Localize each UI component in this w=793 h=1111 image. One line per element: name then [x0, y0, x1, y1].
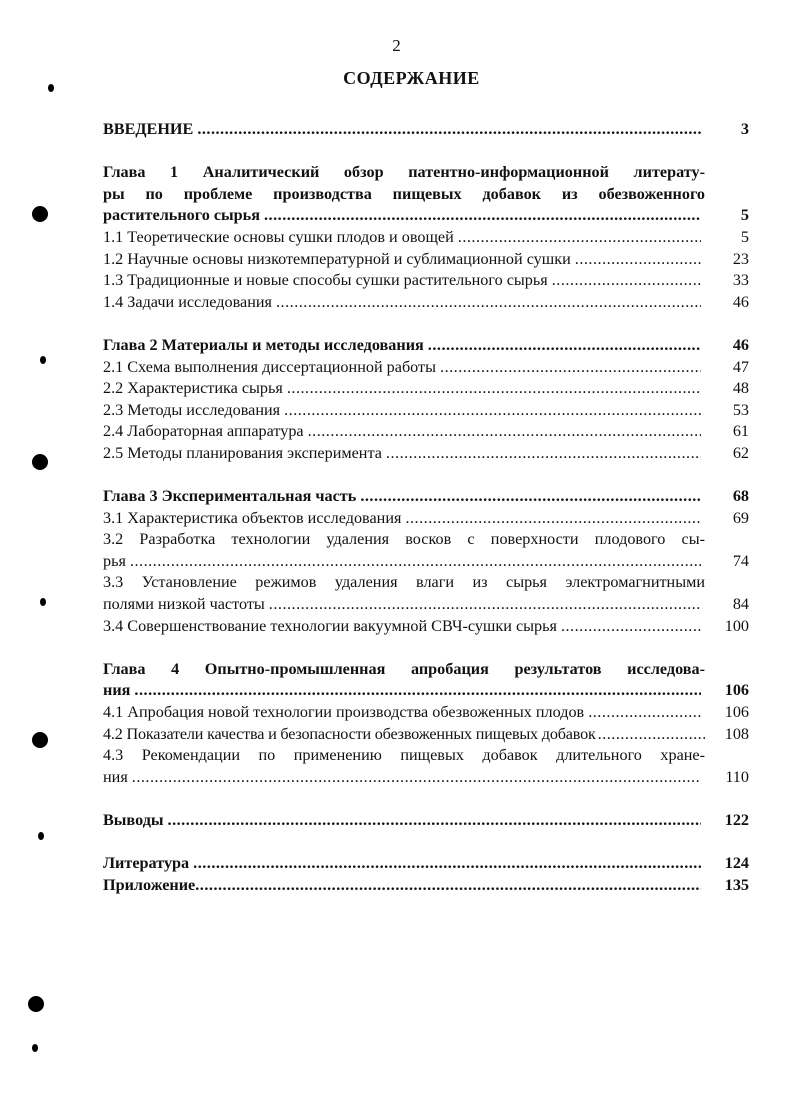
- toc-entry: [103, 421, 749, 443]
- toc-entry-page: 33: [732, 271, 749, 290]
- page-title: СОДЕРЖАНИЕ: [343, 68, 480, 88]
- punch-hole: [32, 732, 48, 748]
- toc-entry: [103, 594, 749, 616]
- toc-entry-appendix: [103, 875, 749, 897]
- toc-entry: [103, 508, 749, 530]
- toc-chapter-1: [103, 162, 749, 313]
- toc-entry-label: 4.2 Показатели качества и безопасности обезвоженных пищевых добавок: [103, 724, 596, 743]
- toc-entry-page: 62: [732, 443, 749, 462]
- toc-entry-label: 1.2 Научные основы низкотемпературной и сублимационной сушки: [103, 249, 571, 268]
- toc-entry-page: 108: [724, 724, 749, 743]
- toc-entry-page: 5: [740, 227, 749, 246]
- toc-entry-conclusions: [103, 810, 749, 832]
- toc-entry-chapter-1: [103, 205, 749, 227]
- toc-entry-page: 122: [724, 811, 749, 829]
- toc-entry-page: 3: [740, 120, 749, 138]
- toc-entry-line: 3.2 Разработка технологии удаления восков с поверхности плодового сы-: [103, 530, 705, 549]
- punch-hole: [32, 454, 48, 470]
- toc-entry-page: 23: [732, 249, 749, 268]
- toc-entry: [103, 400, 749, 422]
- punch-mark: [40, 598, 46, 606]
- toc-entry-label: 3.4 Совершенствование технологии вакуумной СВЧ-сушки сырья: [103, 616, 557, 635]
- toc-entry-label: 2.3 Методы исследования: [103, 400, 281, 419]
- toc-entry-label: 2.1 Схема выполнения диссертационной работы: [103, 357, 437, 376]
- toc-conclusions-block: [103, 810, 749, 832]
- toc-entry-page: 100: [724, 616, 749, 635]
- toc-entry-page: 84: [732, 595, 749, 614]
- toc-entry-label: 1.1 Теоретические основы сушки плодов и овощей: [103, 227, 454, 246]
- toc-entry-page: 61: [732, 422, 749, 441]
- punch-hole: [32, 206, 48, 222]
- toc-entry-label: 2.4 Лабораторная аппаратура: [103, 422, 304, 441]
- toc-entry-chapter-4: [103, 680, 749, 702]
- chapter-heading-line: Глава 4 Опытно-промышленная апробация результатов исследова-: [103, 659, 705, 678]
- toc-entry-page: 46: [732, 335, 749, 354]
- toc-entry-label: 2.5 Методы планирования эксперимента: [103, 443, 382, 462]
- toc-entry-label: 1.4 Задачи исследования: [103, 292, 272, 311]
- punch-mark: [32, 1044, 38, 1052]
- toc-entry-label: 3.1 Характеристика объектов исследования: [103, 508, 402, 527]
- toc-entry-label: Глава 3 Экспериментальная часть: [103, 487, 357, 506]
- toc-entry-label: Глава 2 Материалы и методы исследования: [103, 335, 424, 354]
- toc-intro-block: [103, 119, 749, 141]
- toc-entry: [103, 616, 749, 638]
- toc-entry-label: ВВЕДЕНИЕ: [103, 120, 194, 138]
- toc-entry-label: 2.2 Характеристика сырья: [103, 379, 283, 398]
- toc-entry-page: 135: [724, 875, 749, 894]
- toc-entry: [103, 227, 749, 249]
- toc-entry: [103, 551, 749, 573]
- toc-entry-page: 106: [724, 681, 749, 700]
- toc-entry-label: рья: [103, 551, 126, 570]
- toc-entry-page: 48: [732, 379, 749, 398]
- toc-entry: [103, 702, 749, 724]
- toc-entry-line: 3.3 Установление режимов удаления влаги из сырья электромагнитными: [103, 573, 705, 592]
- toc-chapter-3: [103, 486, 749, 637]
- toc-entry-label: Выводы: [103, 811, 164, 829]
- toc-entry-page: 47: [732, 357, 749, 376]
- toc-references-block: [103, 853, 749, 896]
- page-number: 2: [392, 36, 401, 55]
- toc-entry-page: 74: [732, 551, 749, 570]
- toc-entry-page: 68: [732, 487, 749, 506]
- toc-entry-label: ния: [103, 681, 131, 700]
- toc-entry-line: 4.3 Рекомендации по применению пищевых добавок длительного хране-: [103, 746, 705, 765]
- toc-entry-chapter-3: [103, 486, 749, 508]
- toc-entry: [103, 249, 749, 271]
- toc-entry-page: 5: [740, 206, 749, 225]
- toc-entry-chapter-2: [103, 335, 749, 357]
- toc-entry-label: Литература: [103, 854, 190, 873]
- toc-entry: [103, 292, 749, 314]
- toc-entry-label: ния: [103, 767, 128, 786]
- punch-mark: [38, 832, 44, 840]
- toc-entry-label: 4.1 Апробация новой технологии производства обезвоженных плодов: [103, 703, 585, 722]
- punch-hole: [28, 996, 44, 1012]
- toc-entry-label: 1.3 Традиционные и новые способы сушки растительного сырья: [103, 271, 548, 290]
- toc-entry-page: 124: [724, 854, 749, 873]
- toc-entry-intro: [103, 119, 749, 141]
- toc-entry-label: полями низкой частоты: [103, 595, 265, 614]
- toc-entry: [103, 270, 749, 292]
- toc-entry: [103, 378, 749, 400]
- toc-entry-label: Приложение: [103, 875, 196, 894]
- toc-entry: [103, 357, 749, 379]
- toc-entry-page: 46: [732, 292, 749, 311]
- punch-mark: [40, 356, 46, 364]
- toc-entry-page: 106: [724, 703, 749, 722]
- toc-entry: [103, 443, 749, 465]
- toc-entry: [103, 767, 749, 789]
- toc-entry-literature: [103, 853, 749, 875]
- toc-entry-page: 69: [732, 508, 749, 527]
- toc-chapter-2: [103, 335, 749, 465]
- toc-entry: [103, 724, 749, 746]
- chapter-heading-line: Глава 1 Аналитический обзор патентно-информационной литерату-: [103, 163, 705, 182]
- chapter-heading-line: ры по проблеме производства пищевых добавок из обезвоженного: [103, 184, 705, 203]
- table-of-contents: [103, 119, 749, 918]
- toc-entry-page: 110: [725, 767, 749, 786]
- toc-entry-page: 53: [732, 400, 749, 419]
- toc-chapter-4: [103, 659, 749, 789]
- punch-mark: [48, 84, 54, 92]
- toc-entry-label: растительного сырья: [103, 206, 260, 225]
